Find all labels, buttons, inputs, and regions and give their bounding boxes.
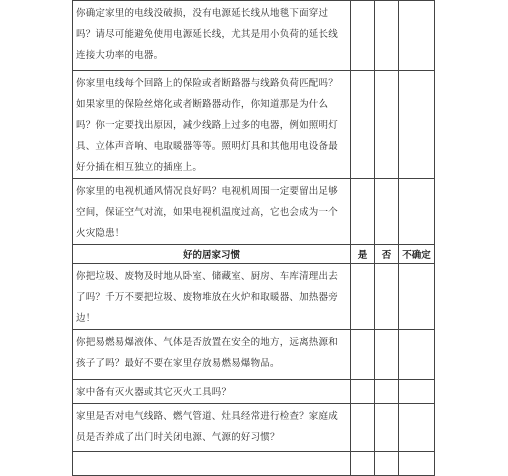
answer-unsure-cell[interactable] xyxy=(399,1,435,71)
answer-yes-cell[interactable] xyxy=(351,380,375,404)
answer-no-cell[interactable] xyxy=(375,330,399,380)
answer-yes-cell[interactable] xyxy=(351,264,375,330)
answer-no-cell[interactable] xyxy=(375,452,399,476)
question-cell: 你把易燃易爆液体、气体是否放置在安全的地方，远离热源和孩子了吗？最好不要在家里存放易燃易爆物品。 xyxy=(73,330,351,380)
section-header-row xyxy=(73,245,435,264)
answer-unsure-cell[interactable] xyxy=(399,452,435,476)
question-cell: 家里是否对电气线路、燃气管道、灶具经常进行检查？家庭成员是否养成了出门时关闭电源、气源的好习惯？ xyxy=(73,404,351,452)
answer-unsure-cell[interactable] xyxy=(399,404,435,452)
answer-yes-cell[interactable] xyxy=(351,1,375,71)
answer-unsure-cell[interactable] xyxy=(399,330,435,380)
section-title: 好的居家习惯 xyxy=(73,245,351,264)
table-row xyxy=(73,380,435,404)
table-row xyxy=(73,404,435,452)
table-row xyxy=(73,1,435,71)
table-row xyxy=(73,179,435,245)
answer-unsure-cell[interactable] xyxy=(399,179,435,245)
crop-mark-right xyxy=(434,0,445,10)
column-header-no: 否 xyxy=(375,245,399,264)
question-cell: 家中备有灭火器或其它灭火工具吗？ xyxy=(73,380,351,404)
question-cell: 你确定家里的电线没破损，没有电源延长线从地毯下面穿过吗？请尽可能避免使用电源延长线，尤其是用小负荷的延长线连接大功率的电器。 xyxy=(73,1,351,71)
question-cell: 你把垃圾、废物及时地从卧室、储藏室、厨房、车库清理出去了吗？千万不要把垃圾、废物堆放在火炉和取暖器、加热器旁边！ xyxy=(73,264,351,330)
answer-yes-cell[interactable] xyxy=(351,179,375,245)
answer-no-cell[interactable] xyxy=(375,1,399,71)
answer-no-cell[interactable] xyxy=(375,264,399,330)
question-cell xyxy=(73,452,351,476)
column-header-yes: 是 xyxy=(351,245,375,264)
question-cell: 你家里的电视机通风情况良好吗？电视机周围一定要留出足够空间，保证空气对流，如果电视机温度过高，它也会成为一个火灾隐患！ xyxy=(73,179,351,245)
question-cell: 你家里电线每个回路上的保险或者断路器与线路负荷匹配吗？如果家里的保险丝熔化或者断路器动作，你知道那是为什么吗？你一定要找出原因，减少线路上过多的电器，例如照明灯具、立体声音响、电取暖器等等。照明灯具和其他用电设备最好分插在相互独立的插座上。 xyxy=(73,71,351,179)
answer-no-cell[interactable] xyxy=(375,179,399,245)
answer-unsure-cell[interactable] xyxy=(399,71,435,179)
answer-unsure-cell[interactable] xyxy=(399,380,435,404)
answer-unsure-cell[interactable] xyxy=(399,264,435,330)
answer-yes-cell[interactable] xyxy=(351,452,375,476)
answer-yes-cell[interactable] xyxy=(351,330,375,380)
table-row xyxy=(73,330,435,380)
table-row xyxy=(73,71,435,179)
answer-no-cell[interactable] xyxy=(375,71,399,179)
table-row xyxy=(73,264,435,330)
column-header-unsure: 不确定 xyxy=(399,245,435,264)
answer-yes-cell[interactable] xyxy=(351,404,375,452)
answer-no-cell[interactable] xyxy=(375,380,399,404)
answer-yes-cell[interactable] xyxy=(351,71,375,179)
safety-checklist-table xyxy=(72,0,435,476)
answer-no-cell[interactable] xyxy=(375,404,399,452)
table-row xyxy=(73,452,435,476)
